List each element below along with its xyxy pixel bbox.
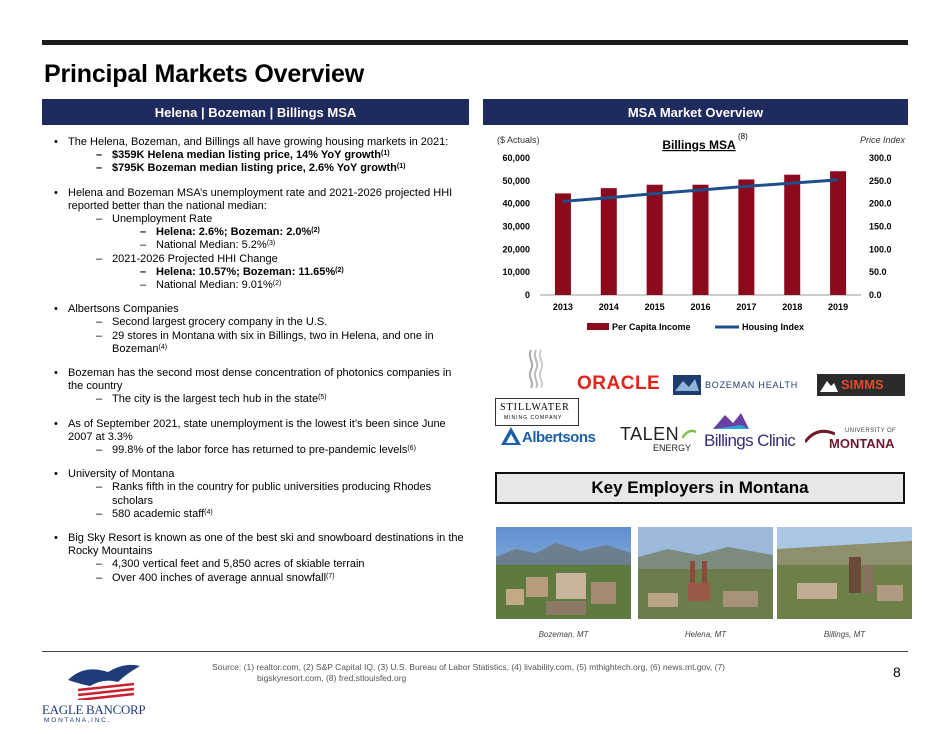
- footnote-ref: (6): [407, 445, 416, 453]
- simms-logo-box: [817, 374, 905, 396]
- company-name: EAGLE BANCORP: [42, 702, 146, 717]
- talen-swoosh-icon: [682, 428, 696, 440]
- company-sub: M O N T A N A , I N C .: [44, 717, 110, 724]
- sub-sub-bullet: [68, 266, 466, 279]
- sub-bullet-text: Over 400 inches of average annual snowfall: [112, 571, 327, 584]
- page-number: 8: [893, 664, 901, 680]
- sub-bullet-text: Helena: 2.6%; Bozeman: 2.0%: [156, 226, 312, 239]
- sub-bullet-text: 580 academic staff: [112, 507, 205, 520]
- sub-bullet-text: National Median: 5.2%: [156, 239, 267, 252]
- bullet-unemployment: [52, 187, 466, 293]
- simms-mountain-icon: [820, 378, 838, 392]
- sub-bullet: [68, 572, 466, 585]
- sub-bullet: – Unemployment Rate: [68, 213, 466, 226]
- sub-bullet: – Ranks fifth in the country for public universities producing Rhodes scholars: [68, 481, 466, 507]
- talen-logo: TALEN: [620, 424, 680, 444]
- left-tick-label: 30,000: [502, 221, 530, 232]
- left-tick-label: 0: [524, 290, 530, 300]
- right-tick-label: 300.0: [869, 153, 892, 163]
- left-tick-label: 20,000: [502, 244, 530, 255]
- x-tick-label: 2016: [690, 302, 711, 312]
- x-tick-label: 2017: [736, 302, 757, 312]
- sub-bullet: [68, 393, 466, 406]
- income-bar: [830, 171, 846, 295]
- footnote-ref: (1): [380, 150, 390, 158]
- bozeman-health-logo: BOZEMAN HEALTH: [705, 380, 799, 390]
- x-tick-label: 2018: [782, 302, 803, 312]
- bullet-text: • University of Montana: [68, 468, 175, 481]
- footnote-ref: (2): [272, 280, 282, 288]
- x-tick-label: 2019: [828, 302, 849, 312]
- sub-bullet: – 4,300 vertical feet and 5,850 acres of skiable terrain: [68, 558, 466, 571]
- source-notes: [212, 662, 852, 684]
- left-tick-label: 10,000: [502, 267, 530, 278]
- sub-bullet: [68, 330, 466, 356]
- employer-logos: [483, 340, 908, 458]
- income-bar: [693, 185, 709, 295]
- footnote-ref: (2): [311, 227, 320, 235]
- bullet-text: • As of September 2021, state unemployment is the lowest it’s been since June 2007 at 3.3%: [68, 417, 446, 443]
- billings-clinic-logo: Billings Clinic: [704, 431, 796, 450]
- source-line: bigskyresort.com, (8) fred.stlouisfed.org: [257, 673, 407, 683]
- bozeman-photo: [496, 527, 631, 619]
- top-rule: [42, 40, 908, 45]
- sub-bullet: – 2021-2026 Projected HHI Change: [68, 253, 466, 266]
- oracle-logo: ORACLE: [577, 373, 661, 394]
- left-section-header: Helena | Bozeman | Billings MSA: [42, 99, 469, 125]
- footnote-ref: (7): [326, 572, 335, 580]
- photo-caption: Billings, MT: [823, 630, 866, 639]
- sub-bullet: [68, 444, 466, 457]
- sub-sub-bullet: [68, 279, 466, 292]
- sub-bullet-text: 99.8% of the labor force has returned to pre-pandemic levels: [112, 444, 408, 457]
- bullet-photonics: [52, 367, 466, 407]
- bullet-state-unemployment: [52, 418, 466, 458]
- chart-title-ref: (8): [738, 132, 748, 141]
- bullet-albertsons: [52, 303, 466, 356]
- x-tick-label: 2013: [552, 302, 573, 312]
- talen-sub: ENERGY: [653, 443, 692, 453]
- sub-bullet-text: $359K Helena median listing price, 14% YoY growth: [112, 149, 381, 162]
- stillwater-logo: STILLWATER: [500, 402, 570, 413]
- x-tick-label: 2014: [598, 302, 619, 312]
- left-axis-label: ($ Actuals): [497, 135, 540, 145]
- right-section-header: MSA Market Overview: [483, 99, 908, 125]
- left-tick-label: 40,000: [502, 198, 530, 209]
- bullet-university: [52, 468, 466, 521]
- x-tick-label: 2015: [644, 302, 665, 312]
- footnote-ref: (1): [396, 163, 406, 171]
- bullet-text: • Big Sky Resort is known as one of the best ski and snowboard destinations in the Rocky Mountains: [68, 532, 464, 558]
- simms-logo: SIMMS: [841, 377, 884, 392]
- billings-photo: [777, 527, 912, 619]
- eagle-bancorp-logo: [42, 658, 162, 728]
- sub-bullet-text: $795K Bozeman median listing price, 2.6% YoY growth: [112, 162, 397, 175]
- bullet-text: • Bozeman has the second most dense concentration of photonics companies in the country: [68, 367, 452, 393]
- key-employers-banner: Key Employers in Montana: [495, 472, 905, 504]
- um-logo: MONTANA: [829, 436, 895, 451]
- legend-swatch-income: [587, 323, 609, 330]
- um-top: UNIVERSITY OF: [845, 428, 897, 434]
- billings-clinic-icon: [711, 411, 751, 431]
- legend-label-income: Per Capita Income: [612, 322, 691, 332]
- sub-bullet: – Second largest grocery company in the U.S.: [68, 316, 466, 329]
- chart-legend: [587, 322, 804, 332]
- income-bar: [601, 188, 617, 295]
- sub-bullet-text: 29 stores in Montana with six in Billings, two in Helena, and one in Bozeman: [112, 329, 434, 355]
- stillwater-sub: MINING COMPANY: [504, 415, 563, 421]
- left-tick-label: 50,000: [502, 175, 530, 186]
- income-bar: [555, 193, 571, 295]
- bozeman-health-icon: [673, 375, 701, 395]
- right-tick-label: 150.0: [869, 221, 892, 232]
- sub-bullet: [68, 508, 466, 521]
- sub-bullet: [68, 149, 466, 162]
- sub-sub-bullet: [68, 226, 466, 239]
- albertsons-icon: [500, 426, 522, 448]
- income-bar: [784, 175, 800, 295]
- footnote-ref: (2): [335, 266, 344, 274]
- bullet-housing: [52, 136, 466, 176]
- bottom-rule: [42, 651, 908, 652]
- sub-bullet-text: National Median: 9.01%: [156, 279, 273, 292]
- wave-logo-icon: [525, 348, 545, 388]
- eagle-icon: [64, 660, 144, 700]
- sub-sub-bullet: [68, 239, 466, 252]
- left-tick-label: 60,000: [502, 153, 530, 163]
- photo-caption: Bozeman, MT: [538, 630, 589, 639]
- stillwater-logo-box: [495, 398, 579, 426]
- income-bar: [647, 185, 663, 295]
- right-tick-label: 200.0: [869, 198, 892, 209]
- bullet-text: • Helena and Bozeman MSA’s unemployment rate and 2021-2026 projected HHI reported better than the national median:: [68, 186, 453, 212]
- photo-caption: Helena, MT: [684, 630, 727, 639]
- chart-title: Billings MSA: [662, 138, 736, 152]
- footnote-ref: (4): [158, 343, 168, 351]
- helena-photo: [638, 527, 773, 619]
- bullet-text: • The Helena, Bozeman, and Billings all have growing housing markets in 2021:: [68, 136, 449, 148]
- bullet-text: • Albertsons Companies: [68, 303, 179, 316]
- sub-bullet: [68, 162, 466, 175]
- legend-label-housing: Housing Index: [742, 322, 805, 332]
- sub-bullet-text: Helena: 10.57%; Bozeman: 11.65%: [156, 265, 336, 278]
- footnote-ref: (3): [266, 240, 276, 248]
- footnote-ref: (5): [318, 394, 327, 402]
- albertsons-logo: Albertsons: [522, 429, 596, 446]
- footnote-ref: (4): [204, 508, 213, 516]
- right-axis-label: Price Index: [859, 135, 905, 145]
- source-line: Source: (1) realtor.com, (2) S&P Capital IQ, (3) U.S. Bureau of Labor Statistics, (4) livability.com, (5) mthightech.org, (6) news.mt.gov, (7): [212, 662, 726, 672]
- right-tick-label: 0.0: [869, 290, 882, 300]
- page-title: Principal Markets Overview: [44, 60, 364, 88]
- billings-msa-chart: [483, 128, 908, 338]
- sub-bullet-text: The city is the largest tech hub in the state: [112, 393, 319, 406]
- income-bar: [738, 179, 754, 295]
- right-tick-label: 100.0: [869, 244, 892, 255]
- right-tick-label: 50.0: [869, 267, 887, 278]
- bullet-big-sky: [52, 532, 466, 585]
- market-bullets: [52, 136, 466, 596]
- right-tick-label: 250.0: [869, 175, 892, 186]
